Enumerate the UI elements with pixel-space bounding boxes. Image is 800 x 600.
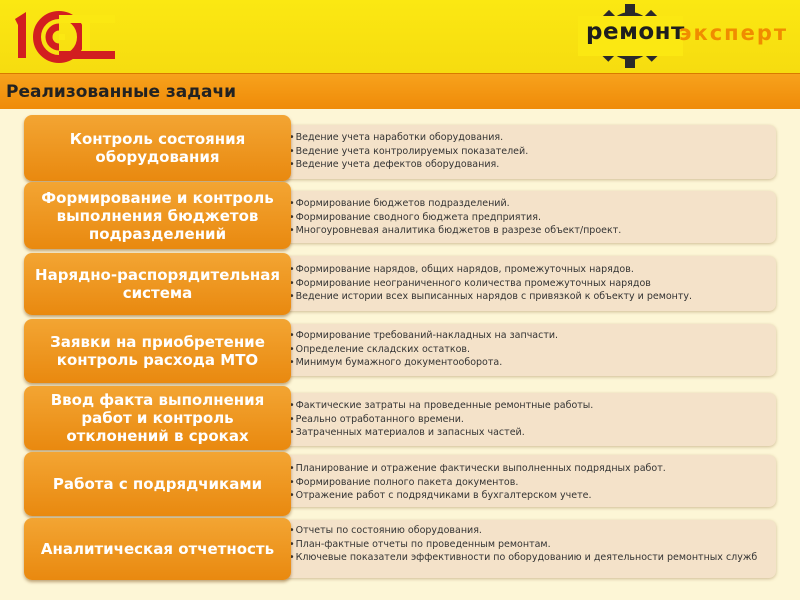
list-item: • Затраченных материалов и запасных частей. bbox=[289, 426, 766, 440]
list-item: • Формирование неограниченного количества промежуточных нарядов bbox=[289, 277, 766, 291]
list-item: • Формирование полного пакета документов. bbox=[289, 476, 766, 490]
list-item: • Формирование требований-накладных на запчасти. bbox=[289, 329, 766, 343]
bullet-list bbox=[289, 399, 766, 440]
bullet-list bbox=[289, 131, 766, 172]
bullet-list bbox=[289, 263, 766, 304]
list-item: • Определение складских остатков. bbox=[289, 343, 766, 357]
list-item: • Ведение учета дефектов оборудования. bbox=[289, 158, 766, 172]
title-bar bbox=[0, 73, 800, 110]
list-item: • Формирование бюджетов подразделений. bbox=[289, 197, 766, 211]
task-label: Аналитическая отчетность bbox=[24, 518, 291, 580]
logo-text-expert: эксперт bbox=[679, 21, 789, 45]
list-item: • Ключевые показатели эффективности по оборудованию и деятельности ремонтных служб bbox=[289, 551, 766, 565]
list-item: • Ведение учета контролируемых показателей. bbox=[289, 145, 766, 159]
task-details bbox=[277, 324, 776, 376]
list-item: • Формирование сводного бюджета предприятия. bbox=[289, 211, 766, 225]
logo-text-remont: ремонт bbox=[586, 19, 685, 45]
task-label: Заявки на приобретение контроль расхода МТО bbox=[24, 319, 291, 383]
bullet-list bbox=[289, 462, 766, 503]
page-title: Реализованные задачи bbox=[6, 82, 237, 102]
list-item: • Фактические затраты на проведенные ремонтные работы. bbox=[289, 399, 766, 413]
task-details bbox=[277, 455, 776, 507]
task-label: Нарядно-распорядительная система bbox=[24, 253, 291, 315]
task-details bbox=[277, 191, 776, 243]
list-item: • Ведение истории всех выписанных нарядов с привязкой к объекту и ремонту. bbox=[289, 290, 766, 304]
task-details bbox=[277, 393, 776, 446]
task-label: Формирование и контроль выполнения бюджетов подразделений bbox=[24, 182, 291, 249]
1c-logo bbox=[10, 5, 120, 67]
content-area bbox=[0, 109, 800, 600]
list-item: • Многоуровневая аналитика бюджетов в разрезе объект/проект. bbox=[289, 224, 766, 238]
list-item: • Отчеты по состоянию оборудования. bbox=[289, 524, 766, 538]
task-details bbox=[277, 520, 776, 578]
list-item: • Отражение работ с подрядчиками в бухгалтерском учете. bbox=[289, 489, 766, 503]
bullet-list bbox=[289, 524, 766, 565]
list-item: • Ведение учета наработки оборудования. bbox=[289, 131, 766, 145]
bullet-list bbox=[289, 197, 766, 238]
task-label: Контроль состояния оборудования bbox=[24, 115, 291, 181]
list-item: • Реально отработанного времени. bbox=[289, 413, 766, 427]
task-details bbox=[277, 125, 776, 179]
task-label: Работа с подрядчиками bbox=[24, 452, 291, 516]
bullet-list bbox=[289, 329, 766, 370]
list-item: • План-фактные отчеты по проведенным ремонтам. bbox=[289, 538, 766, 552]
task-label: Ввод факта выполнения работ и контроль отклонений в сроках bbox=[24, 386, 291, 450]
list-item: • Формирование нарядов, общих нарядов, промежуточных нарядов. bbox=[289, 263, 766, 277]
list-item: • Минимум бумажного документооборота. bbox=[289, 356, 766, 370]
list-item: • Планирование и отражение фактически выполненных подрядных работ. bbox=[289, 462, 766, 476]
task-details bbox=[277, 256, 776, 311]
remont-expert-logo bbox=[578, 2, 788, 70]
slide-header bbox=[0, 0, 800, 73]
